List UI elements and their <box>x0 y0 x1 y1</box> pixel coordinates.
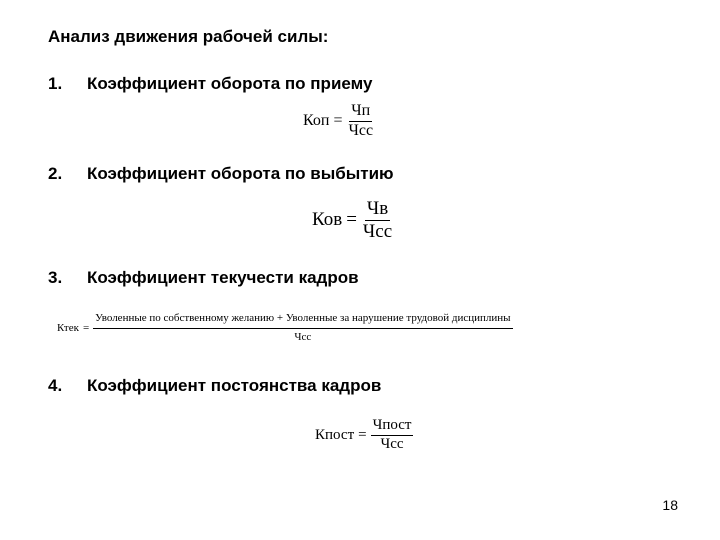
item-label-4: Коэффициент постоянства кадров <box>87 376 382 395</box>
formula-1-lhs: Коп <box>303 112 330 130</box>
slide-title: Анализ движения рабочей силы: <box>48 27 329 46</box>
formula-2-lhs: Ков <box>312 209 343 231</box>
item-label-1: Коэффициент оборота по приему <box>87 74 373 93</box>
formula-3-lhs: Ктек <box>57 322 79 335</box>
formula-1-fraction <box>346 103 375 140</box>
formula-1-equals: = <box>333 112 343 130</box>
formula-2-equals: = <box>346 209 357 231</box>
formula-1-numerator: Чп <box>349 103 372 122</box>
formula-3-denominator: Чсс <box>294 330 312 343</box>
formula-4-equals: = <box>358 426 367 443</box>
formula-4-lhs: Кпост <box>315 426 355 443</box>
item-number-1: 1. <box>48 74 63 93</box>
formula-3-equals: = <box>82 322 90 335</box>
formula-3 <box>57 313 513 343</box>
item-number-2: 2. <box>48 164 63 183</box>
formula-2-numerator: Чв <box>366 198 389 219</box>
formula-1-denominator: Чсс <box>348 121 374 139</box>
formula-4 <box>315 418 413 453</box>
formula-1 <box>303 103 375 140</box>
formula-4-denominator: Чсс <box>380 435 404 452</box>
formula-3-fraction <box>93 313 512 343</box>
formula-2-denominator: Чсс <box>362 220 393 242</box>
item-number-3: 3. <box>48 268 63 287</box>
item-label-3: Коэффициент текучести кадров <box>87 268 359 287</box>
formula-4-numerator: Чпост <box>371 418 414 436</box>
formula-2 <box>312 199 394 242</box>
formula-4-fraction <box>371 418 414 453</box>
formula-3-numerator: Уволенные по собственному желанию + Уволенные за нарушение трудовой дисциплины <box>93 313 512 329</box>
item-number-4: 4. <box>48 376 63 395</box>
item-label-2: Коэффициент оборота по выбытию <box>87 164 394 183</box>
page-number: 18 <box>662 497 678 513</box>
formula-2-fraction <box>361 199 394 242</box>
